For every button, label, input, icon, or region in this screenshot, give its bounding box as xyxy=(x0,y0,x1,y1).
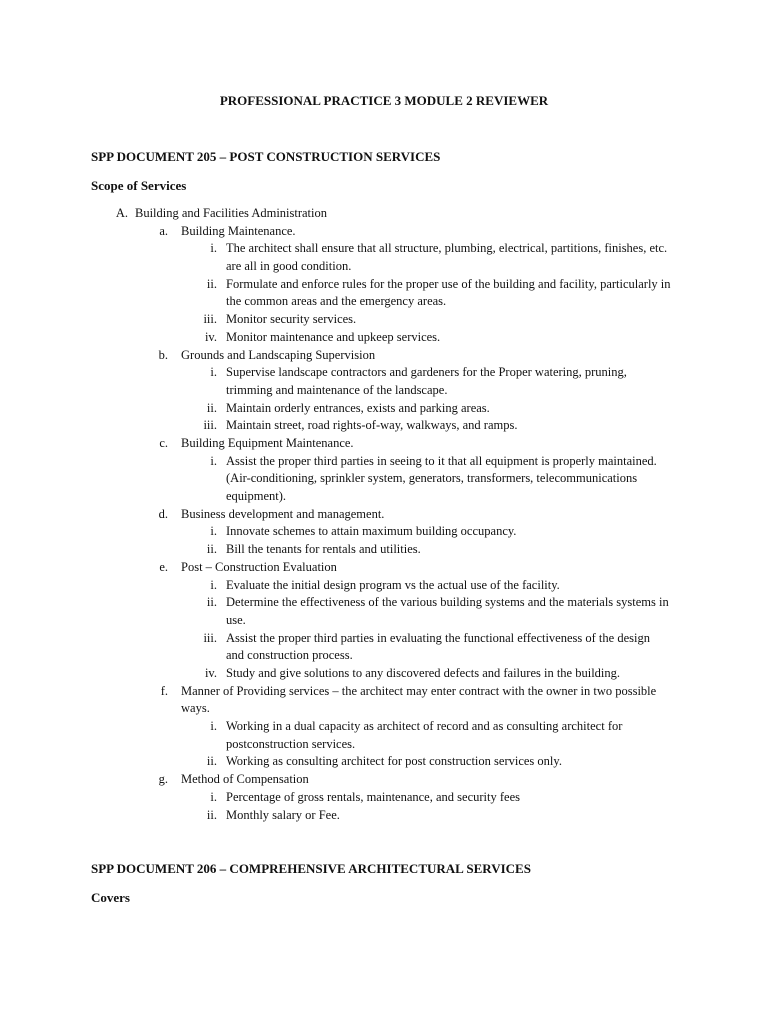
list-subitem-text: Bill the tenants for rentals and utilities. xyxy=(226,542,421,557)
list-subitem-text: Assist the proper third parties in seeing to it that all equipment is properly maintained. (Air-conditioning, sprinkler system, generators, transformers, telecommunications equipment). xyxy=(226,453,657,504)
list-item-text: Business development and management. xyxy=(181,506,385,521)
outline-subitem xyxy=(0,807,768,825)
outline-subitem xyxy=(0,311,768,329)
outline-subitem xyxy=(0,718,768,753)
covers-heading: Covers xyxy=(91,890,130,905)
outline-subitem xyxy=(0,400,768,418)
list-marker: iii. xyxy=(203,418,217,433)
list-marker: i. xyxy=(210,577,217,592)
list-marker: d. xyxy=(158,506,168,521)
list-marker: A. xyxy=(115,206,128,220)
list-marker: i. xyxy=(210,453,217,468)
outline-item-A xyxy=(0,205,768,223)
list-subitem-text: Maintain street, road rights-of-way, walkways, and ramps. xyxy=(226,418,518,433)
list-subitem-text: Determine the effectiveness of the various building systems and the materials systems in use. xyxy=(226,595,669,627)
section-heading-spp-205: SPP DOCUMENT 205 – POST CONSTRUCTION SERVICES xyxy=(91,149,441,164)
outline-subitem xyxy=(0,577,768,595)
list-marker: ii. xyxy=(206,754,217,769)
outline-subitem xyxy=(0,630,768,665)
list-subitem-text: Assist the proper third parties in evaluating the functional effectiveness of the design and construction process. xyxy=(226,630,650,663)
list-marker: b. xyxy=(158,347,168,362)
outline-item-a xyxy=(0,223,768,241)
list-subitem-text: Monthly salary or Fee. xyxy=(226,807,340,822)
outline-subitem xyxy=(0,789,768,807)
list-marker: iv. xyxy=(204,665,217,680)
scope-of-services-heading: Scope of Services xyxy=(91,178,187,193)
outline-subitem xyxy=(0,665,768,683)
outline-subitem xyxy=(0,753,768,771)
list-marker: iii. xyxy=(203,630,217,645)
outline-subitem xyxy=(0,594,768,629)
list-marker: i. xyxy=(210,524,217,539)
document-title: PROFESSIONAL PRACTICE 3 MODULE 2 REVIEWER xyxy=(219,93,549,108)
list-marker: i. xyxy=(210,719,217,734)
list-marker: i. xyxy=(210,789,217,804)
list-subitem-text: Percentage of gross rentals, maintenance, and security fees xyxy=(226,789,520,804)
list-subitem-text: Evaluate the initial design program vs the actual use of the facility. xyxy=(226,577,560,592)
outline-subitem xyxy=(0,329,768,347)
list-marker: iv. xyxy=(204,329,217,344)
list-item-text: Grounds and Landscaping Supervision xyxy=(181,347,376,362)
list-marker: ii. xyxy=(206,595,217,610)
list-marker: f. xyxy=(160,683,168,698)
list-item-text: Manner of Providing services – the architect may enter contract with the owner in two possible ways. xyxy=(181,683,657,716)
list-marker: ii. xyxy=(206,542,217,557)
list-subitem-text: Maintain orderly entrances, exists and parking areas. xyxy=(226,400,490,415)
outline-items xyxy=(0,223,768,825)
outline-subitem xyxy=(0,364,768,399)
outline-subitem xyxy=(0,541,768,559)
scope-outline xyxy=(0,205,768,824)
outline-subitem xyxy=(0,240,768,275)
list-marker: ii. xyxy=(206,400,217,415)
list-marker: g. xyxy=(158,772,168,787)
outline-subitem xyxy=(0,523,768,541)
list-subitem-text: Supervise landscape contractors and gardeners for the Proper watering, pruning, trimming and maintenance of the landscape. xyxy=(226,365,627,397)
list-marker: i. xyxy=(210,365,217,380)
list-item-text: Building and Facilities Administration xyxy=(135,206,328,220)
list-marker: ii. xyxy=(206,276,217,291)
list-subitem-text: Working as consulting architect for post construction services only. xyxy=(226,754,562,769)
outline-item-f xyxy=(0,683,768,718)
list-subitem-text: Monitor security services. xyxy=(226,312,357,327)
outline-item-d xyxy=(0,506,768,524)
outline-item-g xyxy=(0,771,768,789)
list-item-text: Post – Construction Evaluation xyxy=(181,559,337,574)
list-subitem-text: Study and give solutions to any discovered defects and failures in the building. xyxy=(226,665,621,680)
list-item-text: Method of Compensation xyxy=(181,772,309,787)
outline-item-c xyxy=(0,435,768,453)
list-item-text: Building Maintenance. xyxy=(181,223,296,238)
list-subitem-text: The architect shall ensure that all structure, plumbing, electrical, partitions, finishes, etc. are all in good condition. xyxy=(226,241,668,274)
list-item-text: Building Equipment Maintenance. xyxy=(181,435,354,450)
list-marker: e. xyxy=(159,559,168,574)
list-marker: c. xyxy=(159,435,168,450)
outline-item-b xyxy=(0,347,768,365)
list-subitem-text: Working in a dual capacity as architect of record and as consulting architect for postconstruction services. xyxy=(226,719,623,751)
list-subitem-text: Innovate schemes to attain maximum building occupancy. xyxy=(226,524,517,539)
outline-subitem xyxy=(0,417,768,435)
outline-subitem xyxy=(0,453,768,506)
outline-item-e xyxy=(0,559,768,577)
outline-subitem xyxy=(0,276,768,311)
list-marker: iii. xyxy=(203,312,217,327)
list-marker: ii. xyxy=(206,807,217,822)
list-marker: i. xyxy=(210,241,217,256)
list-subitem-text: Formulate and enforce rules for the proper use of the building and facility, particularly in the common areas and the emergency areas. xyxy=(226,276,671,309)
list-subitem-text: Monitor maintenance and upkeep services. xyxy=(226,329,441,344)
list-marker: a. xyxy=(159,223,168,238)
section-heading-spp-206: SPP DOCUMENT 206 – COMPREHENSIVE ARCHITECTURAL SERVICES xyxy=(91,861,531,876)
